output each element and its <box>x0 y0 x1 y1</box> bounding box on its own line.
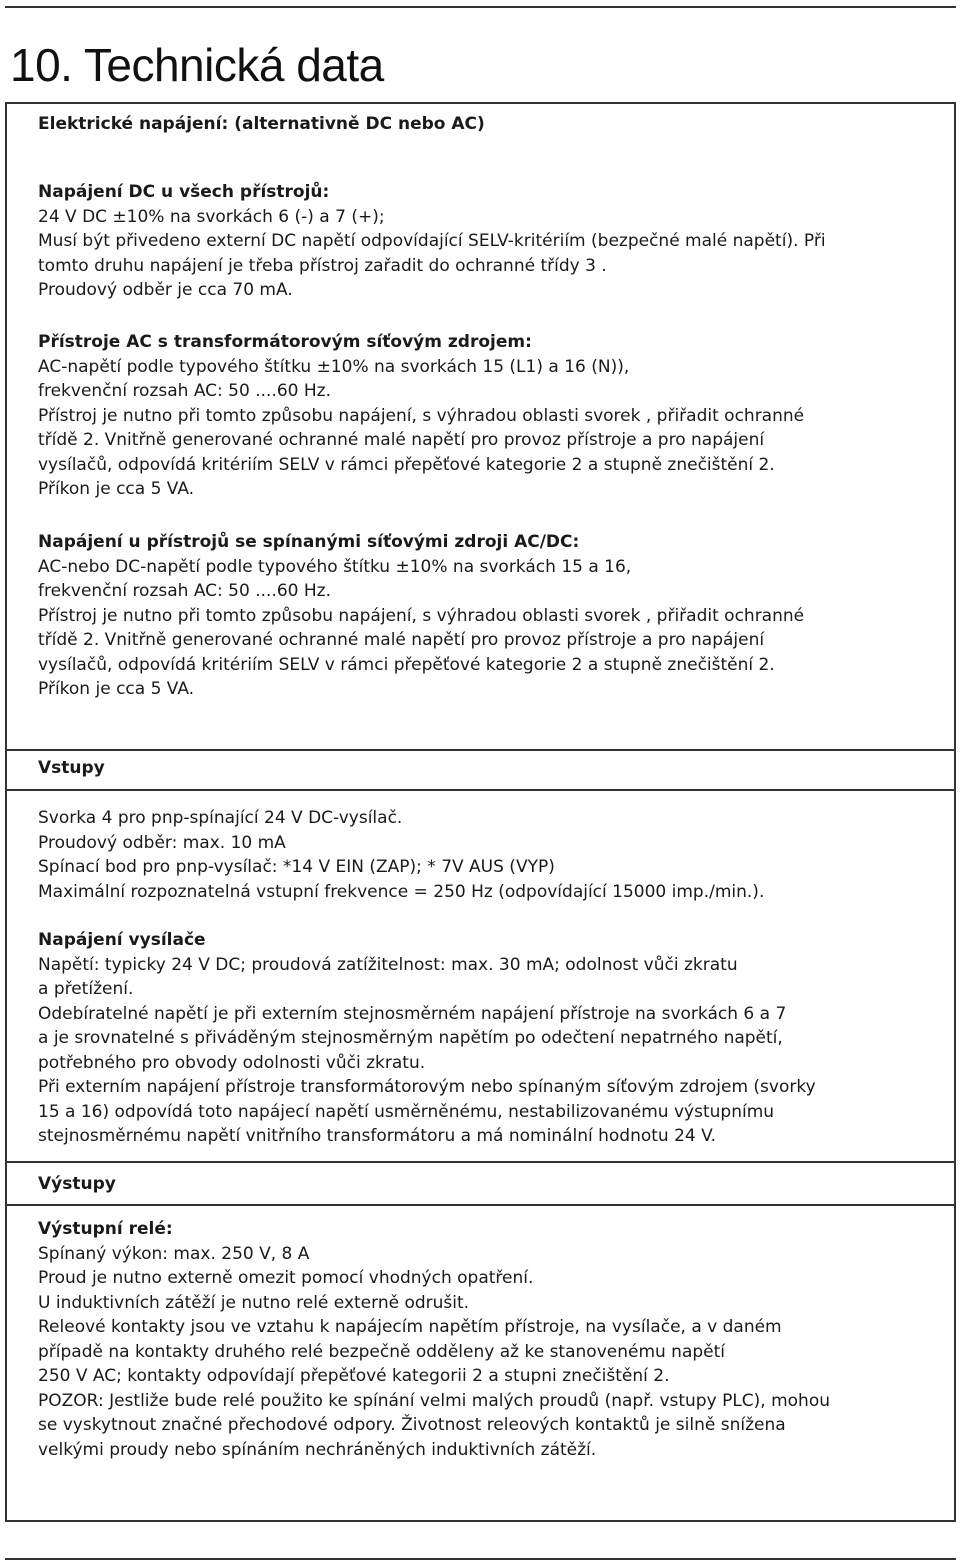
acdc-line: AC-nebo DC-napětí podle typového štítku ±10% na svorkách 15 a 16, <box>38 556 632 577</box>
acdc-line: frekvenční rozsah AC: 50 ....60 Hz. <box>38 581 331 601</box>
sensor-supply-heading: Napájení vysílače <box>38 930 206 950</box>
sensor-supply-line: a přetížení. <box>38 979 134 999</box>
ac-line: vysílačů, odpovídá kritériím SELV v rámci přepěťové kategorie 2 a stupně znečištění 2. <box>38 454 775 475</box>
dc-line: Musí být přivedeno externí DC napětí odpovídající SELV-kritériím (bezpečné malé napětí). Při <box>38 231 826 251</box>
relay-line: Releové kontakty jsou ve vztahu k napájecím napětím přístroje, na vysílače, a v daném <box>38 1317 782 1337</box>
relay-line: U induktivních zátěží je nutno relé externě odrušit. <box>38 1292 470 1313</box>
inputs-line: Svorka 4 pro pnp-spínající 24 V DC-vysílač. <box>38 808 403 828</box>
ac-line: AC-napětí podle typového štítku ±10% na svorkách 15 (L1) a 16 (N)), <box>38 356 630 377</box>
inputs-divider <box>5 789 956 791</box>
acdc-section <box>38 530 938 702</box>
sensor-supply-line: stejnosměrnému napětí vnitřního transformátoru a má nominální hodnotu 24 V. <box>38 1126 716 1146</box>
sensor-supply-line: Odebíratelné napětí je při externím stejnosměrném napájení přístroje na svorkách 6 a 7 <box>38 1003 787 1024</box>
acdc-line: Přístroj je nutno při tomto způsobu napájení, s výhradou oblasti svorek , přiřadit ochranné <box>38 605 805 626</box>
relay-heading: Výstupní relé: <box>38 1219 173 1239</box>
power-heading-text: Elektrické napájení: (alternativně DC nebo AC) <box>38 114 485 134</box>
sensor-supply-section <box>38 928 938 1149</box>
inputs-heading: Vstupy <box>38 758 105 778</box>
inputs-line: Maximální rozpoznatelná vstupní frekvence = 250 Hz (odpovídající 15000 imp./min.). <box>38 881 765 902</box>
relay-line: velkými proudy nebo spínáním nechráněných induktivních zátěží. <box>38 1439 597 1460</box>
relay-line: se vyskytnout značné přechodové odpory. Životnost releových kontaktů je silně snížena <box>38 1415 786 1435</box>
inputs-line: Proudový odběr: max. 10 mA <box>38 832 286 853</box>
sensor-supply-line: a je srovnatelné s přiváděným stejnosměrným napětím po odečtení nepatrného napětí, <box>38 1028 783 1048</box>
ac-heading: Přístroje AC s transformátorovým síťovým zdrojem: <box>38 332 532 352</box>
acdc-heading: Napájení u přístrojů se spínanými síťovými zdroji AC/DC: <box>38 532 580 552</box>
page-title: 10. Technická data <box>10 39 384 91</box>
sensor-supply-line: potřebného pro obvody odolnosti vůči zkratu. <box>38 1052 426 1073</box>
top-rule <box>5 6 956 8</box>
relay-line: Spínaný výkon: max. 250 V, 8 A <box>38 1243 310 1264</box>
dc-line: Proudový odběr je cca 70 mA. <box>38 280 293 300</box>
outputs-top-divider <box>5 1161 956 1163</box>
relay-line: Proud je nutno externě omezit pomocí vhodných opatření. <box>38 1268 534 1288</box>
bottom-rule <box>5 1558 956 1560</box>
inputs-line: Spínací bod pro pnp-vysílač: *14 V EIN (ZAP); * 7V AUS (VYP) <box>38 857 555 877</box>
inputs-section <box>38 806 938 904</box>
sensor-supply-line: 15 a 16) odpovídá toto napájecí napětí usměrněnému, nestabilizovanému výstupnímu <box>38 1101 775 1122</box>
power-heading <box>38 112 938 137</box>
dc-line: 24 V DC ±10% na svorkách 6 (-) a 7 (+); <box>38 206 385 227</box>
sensor-supply-line: Napětí: typicky 24 V DC; proudová zatížitelnost: max. 30 mA; odolnost vůči zkratu <box>38 954 738 975</box>
relay-line: POZOR: Jestliže bude relé použito ke spínání velmi malých proudů (např. vstupy PLC), mohou <box>38 1390 831 1411</box>
ac-line: Přístroj je nutno při tomto způsobu napájení, s výhradou oblasti svorek , přiřadit ochranné <box>38 405 805 426</box>
dc-section <box>38 180 938 303</box>
outputs-divider <box>5 1204 956 1206</box>
relay-section <box>38 1217 938 1462</box>
acdc-line: vysílačů, odpovídá kritériím SELV v rámci přepěťové kategorie 2 a stupně znečištění 2. <box>38 654 775 675</box>
acdc-line: Příkon je cca 5 VA. <box>38 679 195 699</box>
dc-line: tomto druhu napájení je třeba přístroj zařadit do ochranné třídy 3 . <box>38 255 607 276</box>
dc-heading: Napájení DC u všech přístrojů: <box>38 182 330 202</box>
relay-line: případě na kontakty druhého relé bezpečně odděleny až ke stanovenému napětí <box>38 1341 726 1362</box>
ac-line: Příkon je cca 5 VA. <box>38 479 195 499</box>
acdc-line: třídě 2. Vnitřně generované ochranné malé napětí pro provoz přístroje a pro napájení <box>38 630 765 650</box>
outputs-heading: Výstupy <box>38 1174 116 1194</box>
sensor-supply-line: Při externím napájení přístroje transformátorovým nebo spínaným síťovým zdrojem (svorky <box>38 1077 816 1097</box>
ac-line: třídě 2. Vnitřně generované ochranné malé napětí pro provoz přístroje a pro napájení <box>38 430 765 450</box>
ac-section <box>38 330 938 502</box>
ac-line: frekvenční rozsah AC: 50 ....60 Hz. <box>38 381 331 401</box>
relay-line: 250 V AC; kontakty odpovídají přepěťové kategorii 2 a stupni znečištění 2. <box>38 1366 670 1386</box>
